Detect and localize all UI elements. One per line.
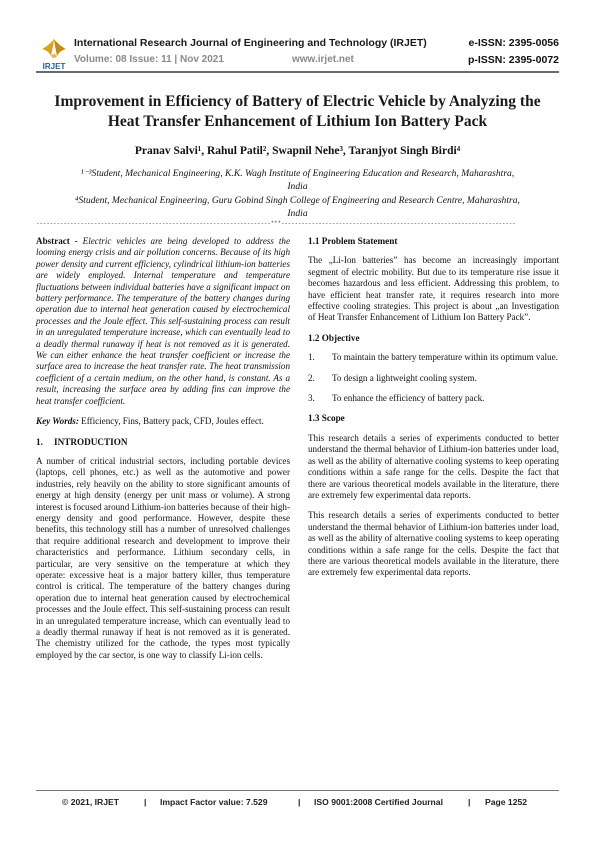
objective-heading: 1.2 Objective: [308, 332, 360, 343]
intro-number: 1.: [36, 436, 43, 447]
intro-title: INTRODUCTION: [54, 436, 128, 447]
scope-heading: 1.3 Scope: [308, 413, 345, 424]
volume-info: Volume: 08 Issue: 11 | Nov 2021: [74, 54, 224, 65]
keywords-label: Key Words:: [36, 416, 79, 427]
right-column: [308, 236, 559, 588]
list-item: [308, 393, 559, 404]
abstract-label: Abstract -: [36, 236, 78, 246]
irjet-logo: [36, 37, 72, 71]
abstract: [36, 236, 290, 407]
p-issn: p-ISSN: 2395-0072: [467, 54, 559, 66]
abstract-text: Electric vehicles are being developed to address the looming energy crisis and air pollution concerns. Because of its high power density and current efficiency, cylindrical lithium-ion batteries are widely employed. Internal temperature and temperature fluctuations between individual batteries have a significant impact on battery performance. The temperature of the battery changes during operation due to internal heat generation caused by electrochemical processes and the Joule effect. This self-sustaining process can result in an unregulated temperature increase, which can eventually lead to a deadly thermal runaway if heat is not removed as it is generated. We can either enhance the heat transfer coefficient or increase the surface area to increase the heat transfer rate. The heat transmission coefficient of a certain medium, on the other hand, is constant. As a result, increasing the surface area by adding fins can improve the heat transfer coefficient.: [36, 236, 290, 406]
e-issn: e-ISSN: 2395-0056: [468, 37, 559, 49]
scope-text-1: This research details a series of experiments conducted to better understand the thermal behavior of Lithium-ion batteries under load, as well as the ability of alternative cooling systems to keep operating conditions within a safe range for the cells. Despite the fact that there are various theoretical models available in the literature, there are extremely few experimental data reports.: [308, 432, 559, 500]
list-item-number: 1.: [308, 352, 315, 363]
footer-separator: |: [298, 797, 301, 807]
list-item-number: 3.: [308, 393, 315, 404]
footer-divider: [36, 790, 559, 791]
footer-copyright: © 2021, IRJET: [62, 797, 119, 807]
svg-text:IRJET: IRJET: [42, 62, 66, 71]
author-list: Pranav Salvi¹, Rahul Patil², Swapnil Nehe³, Taranjyot Singh Birdi⁴: [134, 145, 461, 157]
affiliation-2: ⁴Student, Mechanical Engineering, Guru Gobind Singh College of Engineering and Research Centre, Maharashtra, India: [75, 195, 520, 219]
footer-separator: |: [468, 797, 471, 807]
header-divider: [36, 71, 559, 73]
objective-list: [308, 352, 559, 404]
footer-iso: ISO 9001:2008 Certified Journal: [314, 797, 443, 807]
journal-website-link[interactable]: www.irjet.net: [292, 54, 354, 65]
list-item: [308, 373, 559, 384]
journal-header: [0, 0, 595, 70]
list-item-number: 2.: [308, 372, 315, 383]
footer-separator: |: [144, 797, 147, 807]
left-column: [36, 236, 290, 670]
footer-impact-factor: Impact Factor value: 7.529: [160, 797, 268, 807]
list-item-text: To design a lightweight cooling system.: [332, 372, 477, 383]
journal-name: International Research Journal of Engineering and Technology (IRJET): [74, 37, 427, 49]
problem-statement-text: The „Li-Ion batteries” has become an increasingly important segment of electric mobility. But due to its temperature rise issue it becomes hazardous and less efficient. Addressing this problem, to have efficient heat transfer rate, it requires research into more effective cooling strategies. This project is about „an Investigation of Heat Transfer Enhancement of Lithium Ion Battery Pack”.: [308, 255, 559, 323]
affiliation-1: ¹⁻³Student, Mechanical Engineering, K.K. Wagh Institute of Engineering Education and Research, Maharashtra, India: [80, 168, 515, 192]
list-item-text: To enhance the efficiency of battery pack.: [332, 393, 485, 404]
keywords: [36, 416, 290, 427]
list-item-text: To maintain the battery temperature within its optimum value.: [332, 352, 558, 363]
keywords-text: Efficiency, Fins, Battery pack, CFD, Joules effect.: [78, 416, 264, 427]
section-separator: ---------------------------------------------------------------------***---------------------------------------------------------------------: [36, 220, 516, 227]
footer-page-number: Page 1252: [485, 797, 528, 807]
paper-title: Improvement in Efficiency of Battery of Electric Vehicle by Analyzing the Heat Transfer Enhancement of Lithium Ion Battery Pack: [54, 93, 541, 130]
scope-text-2: This research details a series of experiments conducted to better understand the thermal behavior of Lithium-ion batteries under load, as well as the ability of alternative cooling systems to keep operating conditions within a safe range for the cells. Despite the fact that there are various theoretical models available in the literature, there are extremely few experimental data reports.: [308, 510, 559, 578]
list-item: [308, 352, 559, 363]
intro-text: A number of critical industrial sectors, including portable devices (laptops, cell phones, etc.) as well as the automotive and power industries, rely heavily on the ability to store significant amounts of energy at high density (energy per unit mass or volume). A strong interest is focused around Lithium-ion batteries because of their high-energy density and good performance. However, despite these benefits, this technology still has a number of unresolved challenges that require additional research and development to improve their characteristics and performance. Lithium secondary cells, in particular, are very sensitive on the temperature at which they operate: excessive heat is a major battery killer, thus temperature control is critical. The temperature of the battery changes during operation due to internal heat generation caused by electrochemical processes and the Joule effect. This self-sustaining process can result in an unregulated temperature increase, which can eventually lead to a deadly thermal runaway if heat is not removed as it is generated. The chemistry utilized for the cathode, the types most typically employed by the car sector, is one way to classify Li-ion cells.: [36, 455, 290, 660]
problem-statement-heading: 1.1 Problem Statement: [308, 236, 398, 246]
intro-heading: [36, 437, 290, 448]
